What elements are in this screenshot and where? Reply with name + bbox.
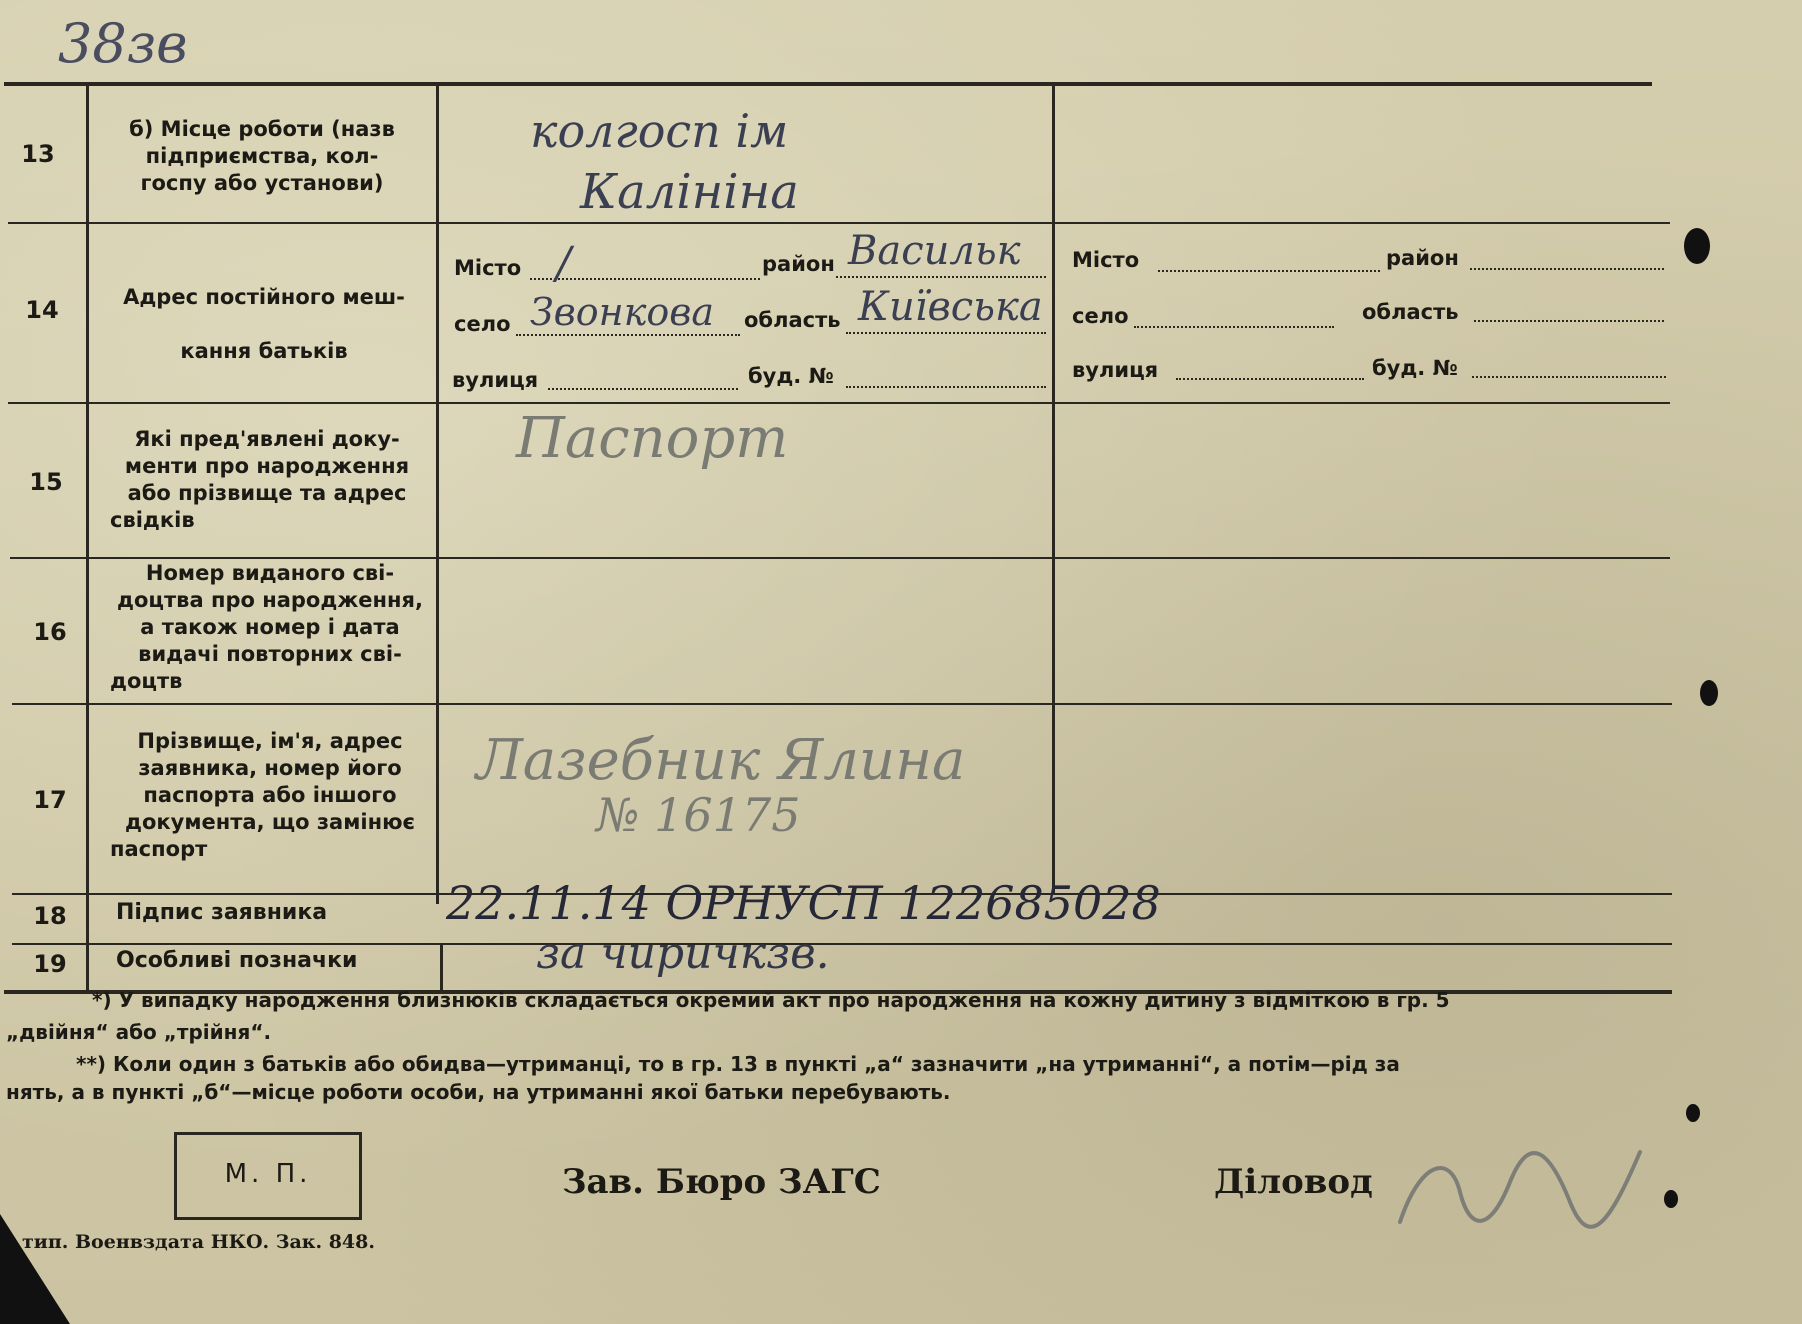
top-rule <box>4 82 1652 86</box>
footnote-dependents-line2: нять, а в пункті „б“—місце роботи особи, на утриманні якої батьки перебувають. <box>6 1080 951 1104</box>
printer-line: тип. Военвздата НКО. Зак. 848. <box>22 1231 375 1253</box>
left-village-label: село <box>454 312 511 336</box>
punch-hole <box>1684 228 1710 264</box>
footnote-dependents-line1: **) Коли один з батьків або обидва—утриманці, то в гр. 13 в пункті „а“ зазначити „на утриманні“, а потім—рід за <box>76 1052 1400 1076</box>
rule-14-15 <box>8 402 1670 404</box>
row-17-label-line: заявника, номер його <box>138 756 402 780</box>
footnote-twins-line1: *) У випадку народження близнюків складається окремий акт про народження на кожну дитину з відміткою в гр. 5 <box>92 988 1450 1012</box>
right-city-label: Місто <box>1072 248 1140 272</box>
row-17-number: 17 <box>33 786 67 814</box>
row-14-number: 14 <box>25 296 59 324</box>
row-19-notes-hand: за чиричкзв. <box>536 928 830 979</box>
row-16-label-line: видачі повторних сві- <box>138 642 402 666</box>
folio-mark: 38зв <box>58 12 188 75</box>
rule-15-16 <box>10 557 1670 559</box>
right-district-label: район <box>1386 246 1459 270</box>
left-house-label: буд. № <box>748 364 834 388</box>
clerk-label: Діловод <box>1214 1162 1373 1202</box>
left-district-label: район <box>762 252 835 276</box>
punch-hole <box>1686 1104 1700 1122</box>
row-16-label <box>100 560 440 695</box>
row-17-label-line: паспорта або іншого <box>143 783 397 807</box>
col-sep-label-lower <box>440 943 443 990</box>
torn-corner <box>0 1214 70 1324</box>
row-17-label-line: документа, що замінює <box>125 810 415 834</box>
footnote-twins-line2: „двійня“ або „трійня“. <box>6 1020 272 1044</box>
right-street-label: вулиця <box>1072 358 1159 382</box>
row-13-label-line: підприємства, кол- <box>145 144 379 168</box>
registry-head-label: Зав. Бюро ЗАГС <box>562 1162 881 1202</box>
row-18-label: Підпис заявника <box>116 900 328 925</box>
row-16-label-line: доцтв <box>110 669 183 693</box>
row-13-label-line: госпу або установи) <box>140 171 384 195</box>
row-14-label-line: кання батьків <box>180 339 348 363</box>
left-street-dots <box>548 388 738 390</box>
row-18-number: 18 <box>33 902 67 930</box>
row-16-number: 16 <box>33 618 67 646</box>
right-district-dots <box>1470 268 1664 270</box>
row-13-label-line: б) Місце роботи (назв <box>129 117 395 141</box>
left-district-hand: Васильк <box>848 228 1021 274</box>
row-19-label: Особливі позначки <box>116 948 358 973</box>
row-13-label <box>92 116 432 197</box>
stamp-box <box>174 1132 362 1220</box>
row-14-label <box>96 270 432 378</box>
row-13-workplace-hand-line1: колгосп ім <box>530 104 789 158</box>
left-street-label: вулиця <box>452 368 539 392</box>
row-17-label-line: паспорт <box>110 837 208 861</box>
row-14-label-line: Адрес постійного меш- <box>123 285 405 309</box>
punch-hole <box>1664 1190 1678 1208</box>
punch-hole <box>1700 680 1718 706</box>
left-village-hand: Звонкова <box>530 290 715 334</box>
clerk-signature-scribble <box>1380 1132 1680 1242</box>
row-15-label-line: або прізвище та адрес <box>127 481 407 505</box>
left-region-hand: Київська <box>858 284 1043 330</box>
row-13-number: 13 <box>21 140 55 168</box>
row-15-documents-hand: Паспорт <box>516 406 789 471</box>
left-region-dots <box>846 332 1046 334</box>
right-region-dots <box>1474 320 1664 322</box>
row-19-number: 19 <box>33 950 67 978</box>
left-district-dots <box>836 276 1046 278</box>
rule-13-14 <box>8 222 1670 224</box>
row-17-label-line: Прізвище, ім'я, адрес <box>137 729 403 753</box>
row-17-applicant-hand-line1: Лазебник Ялина <box>476 728 966 793</box>
col-sep-values <box>1052 86 1055 893</box>
row-15-number: 15 <box>29 468 63 496</box>
right-house-dots <box>1472 376 1666 378</box>
left-village-dots <box>516 334 740 336</box>
left-house-dots <box>846 386 1046 388</box>
right-city-dots <box>1158 270 1380 272</box>
row-15-label-line: менти про народження <box>124 454 410 478</box>
left-region-label: область <box>744 308 841 332</box>
row-18-signature-hand: 22.11.14 ОРНУСП 122685028 <box>446 876 1161 930</box>
left-city-hand: / <box>556 238 571 289</box>
right-house-label: буд. № <box>1372 356 1458 380</box>
right-region-label: область <box>1362 300 1459 324</box>
row-15-label-line: свідків <box>110 508 195 532</box>
row-17-applicant-hand-line2: № 16175 <box>596 788 801 842</box>
col-sep-number <box>86 86 89 990</box>
left-city-label: Місто <box>454 256 522 280</box>
stamp-label: М. П. <box>224 1159 312 1189</box>
row-16-label-line: Номер виданого сві- <box>145 561 395 585</box>
row-16-label-line: а також номер і дата <box>140 615 400 639</box>
right-village-dots <box>1134 326 1334 328</box>
row-15-label <box>100 426 434 534</box>
row-16-label-line: доцтва про народження, <box>117 588 423 612</box>
row-17-label <box>100 728 440 863</box>
row-13-workplace-hand-line2: Калініна <box>580 164 799 220</box>
rule-16-17 <box>12 703 1672 705</box>
right-street-dots <box>1176 378 1364 380</box>
right-village-label: село <box>1072 304 1129 328</box>
row-15-label-line: Які пред'явлені доку- <box>134 427 400 451</box>
rule-18-19 <box>12 943 1672 945</box>
